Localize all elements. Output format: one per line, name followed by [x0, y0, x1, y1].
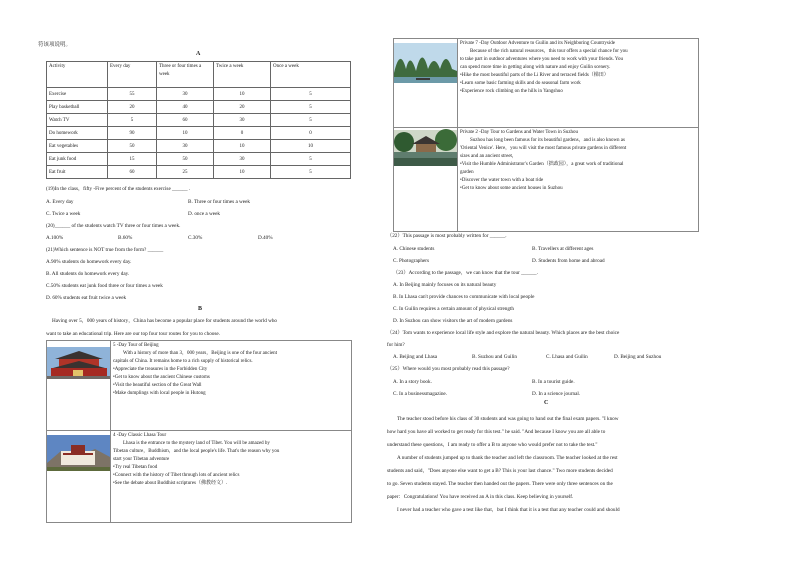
forbidden-city-photo	[47, 341, 111, 430]
percentage-cell: 10	[157, 127, 214, 140]
percentage-cell: 30	[157, 88, 214, 101]
percentage-cell: 30	[214, 153, 271, 166]
section-a-label: A	[196, 51, 201, 57]
tour-bullet: •Connect with the history of Tibet through lots of ancient relics	[113, 473, 240, 478]
percentage-cell: 0	[214, 127, 271, 140]
tour-card-suzhou	[393, 127, 699, 232]
table-header-cell: Twice a week	[214, 62, 271, 88]
activity-name-cell: Eat junk food	[47, 153, 108, 166]
tour-desc-line: Suzhou has long been famous for its beautiful gardens，and is also known as	[470, 138, 625, 143]
option-a: A. In Beijing mainly focuses on its natural beauty	[393, 282, 497, 288]
tour-bullet: •Get to know about the ancient Chinese customs	[113, 375, 210, 380]
percentage-cell: 10	[214, 88, 271, 101]
option-c: C. In a businessmagazine.	[393, 391, 448, 397]
percentage-cell: 60	[108, 166, 157, 179]
option-b: B. In Lhasa can't provide chances to communicate with local people	[393, 294, 535, 300]
table-header-cell: Activity	[47, 62, 108, 88]
table-row	[47, 166, 351, 179]
percentage-cell: 90	[108, 127, 157, 140]
table-row	[47, 114, 351, 127]
option-a: A. Every day	[46, 199, 74, 205]
tour-card-guilin	[393, 38, 699, 128]
question-stem: （23）According to the passage，we can know that the tour ______.	[393, 270, 538, 276]
percentage-cell: 25	[157, 166, 214, 179]
tour-card-lhasa	[46, 430, 352, 523]
option-d: D. 60% students eat fruit twice a week	[46, 295, 127, 301]
section-c-label: C	[544, 400, 549, 406]
option-a: A.100%	[46, 235, 64, 241]
passage-c-paragraph-2	[387, 452, 699, 504]
tour-bullet: •Learn some basic farming skills and do seasonal farm work	[460, 81, 581, 86]
option-d: D. In a science journal.	[532, 391, 581, 397]
passage-line: students and said，"Does anyone else want to get a B? This is your last chance." Two more students decided	[387, 468, 613, 474]
option-d: D.40%	[258, 235, 273, 241]
percentage-cell: 40	[157, 101, 214, 114]
question-stem: （24）Tom wants to experience local life style and explore the natural beauty. Which places are the best choice	[387, 330, 620, 336]
tour-bullet: •Visit the beautiful section of the Great Wall	[113, 383, 202, 388]
tour-desc-line: 'Oriental Venice'. Here，you will visit the most famous private gardens in different	[460, 146, 627, 151]
percentage-cell: 5	[271, 101, 351, 114]
tour-desc-line: can spend more time in getting along with nature and enjoy Guilin scenery.	[460, 65, 611, 70]
option-a: A. Chinese students	[393, 246, 435, 252]
percentage-cell: 5	[271, 166, 351, 179]
section-b-intro-line1: Having over 5，000 years of history，China has become a popular place for students around the world who	[52, 318, 278, 324]
option-c: C.30%	[188, 235, 203, 241]
option-c: C.50% students eat junk food three or four times a week	[46, 283, 163, 289]
activity-name-cell: Eat fruit	[47, 166, 108, 179]
tour-desc-line: sizes and an ancient street，	[460, 154, 517, 159]
tour-bullet: •Visit the Humble Administrator's Garden（拙政园），a great work of traditional	[460, 162, 624, 167]
tour-bullet: •Discover the water town with a boat ride	[460, 178, 544, 183]
percentage-cell: 15	[108, 153, 157, 166]
table-row	[47, 127, 351, 140]
table-header-cell: Once a week	[271, 62, 351, 88]
passage-line: The teacher stood before his class of 30 students and was going to hand out the final exam papers. "I know	[397, 416, 619, 422]
tour-bullet: •Experience rock climbing on the hills in Yangshuo	[460, 89, 563, 94]
tour-title: Private 7 -Day Outdoor Adventure to Guilin and its Neighboring Countryside	[460, 41, 615, 46]
option-c: C. In Guilin requires a certain amount of physical strength	[393, 306, 515, 312]
percentage-cell: 5	[108, 114, 157, 127]
option-b: B. All students do homework every day.	[46, 271, 130, 277]
tour-card-beijing	[46, 340, 352, 431]
percentage-cell: 5	[271, 88, 351, 101]
table-row	[47, 153, 351, 166]
tour-desc-line: to take part in outdoor adventures where you need to work with your friends. You	[460, 57, 624, 62]
tour-title: Private 2 -Day Tour to Gardens and Water Town in Suzhou	[460, 130, 579, 135]
tour-desc-line: Tibetan culture，Buddhism，and the local people's life. That's the reason why you	[113, 449, 280, 454]
percentage-cell: 30	[214, 114, 271, 127]
tour-desc-line: With a history of more than 3，000 years，Beijing is one of the four ancient	[123, 351, 278, 356]
option-d: D. In Suzhou can show visitors the art of modern gardens	[393, 318, 513, 324]
question-stem: for him?	[387, 342, 405, 348]
table-header-cell: Every day	[108, 62, 157, 88]
option-b: B.60%	[118, 235, 133, 241]
tour-bullet: •See the debate about Buddhist scriptures（佛教经文）.	[113, 481, 228, 486]
tour-bullet: •Hike the most beautiful parts of the Li River and terraced fields（梯田）	[460, 73, 609, 78]
option-b: B. Three or four times a week	[188, 199, 250, 205]
percentage-cell: 50	[108, 140, 157, 153]
tour-desc-line: Lhasa is the entrance to the mystery land of Tibet. You will be amazed by	[123, 441, 270, 446]
percentage-cell: 60	[157, 114, 214, 127]
table-header-cell: Three or four times a week	[157, 62, 214, 88]
tour-title: 4 -Day Classic Lhasa Tour	[113, 433, 167, 438]
percentage-cell: 10	[271, 140, 351, 153]
activity-survey-table	[46, 61, 351, 179]
option-a: A. Beijing and Lhasa	[393, 354, 438, 360]
tour-bullet: •Make dumplings with local people in Hutong	[113, 391, 206, 396]
suzhou-garden-photo	[394, 128, 458, 231]
passage-line: to go. Seven students stayed. The teacher then handed out the papers. There were only three sentences on the	[387, 481, 613, 487]
passage-line: A number of students jumped up to thank the teacher and left the classroom. The teacher looked at the rest	[397, 455, 618, 461]
passage-line: I never had a teacher who gave a test like that，but I think that it is a test that any teacher could and should	[397, 507, 620, 513]
question-stem: (19)In the class，fifty -Five percent of the students exercise ______ .	[46, 186, 191, 192]
passage-c-paragraph-1	[387, 413, 699, 452]
section-b-label: B	[198, 306, 203, 312]
option-b: B. In a tourist guide.	[532, 379, 575, 385]
percentage-cell: 55	[108, 88, 157, 101]
tour-bullet: •Try real Tibetan food	[113, 465, 158, 470]
table-row	[47, 101, 351, 114]
section-b-intro-line2: want to take an educational trip. Here are our top four tour routes for you to choose.	[46, 331, 221, 337]
activity-name-cell: Watch TV	[47, 114, 108, 127]
tour-desc-line: start your Tibetan adventure	[113, 457, 170, 462]
option-d: D. once a week	[188, 211, 220, 217]
option-b: B. Travellers at different ages	[532, 246, 594, 252]
option-a: A.90% students do homework every day.	[46, 259, 132, 265]
percentage-cell: 30	[157, 140, 214, 153]
tour-bullet: •Get to know about some ancient houses in Suzhou	[460, 186, 563, 191]
option-d: D. Beijing and Suzhou	[614, 354, 662, 360]
question-stem: （25）Where would you most probably read this passage?	[387, 366, 510, 372]
passage-line: how hard you have all worked to get ready for this test." he said. "And because I know you are all able to	[387, 429, 606, 435]
potala-palace-photo	[47, 431, 111, 522]
percentage-cell: 5	[271, 114, 351, 127]
percentage-cell: 10	[214, 166, 271, 179]
percentage-cell: 0	[271, 127, 351, 140]
tour-bullet: garden	[460, 170, 474, 175]
percentage-cell: 5	[271, 153, 351, 166]
activity-name-cell: Do homework	[47, 127, 108, 140]
activity-name-cell: Eat vegetables	[47, 140, 108, 153]
guilin-landscape-photo	[394, 39, 458, 127]
activity-name-cell: Play basketball	[47, 101, 108, 114]
percentage-cell: 20	[108, 101, 157, 114]
question-stem: （22）This passage is most probably written for ______.	[387, 233, 507, 239]
question-stem: (20)______ of the students watch TV three or four times a week.	[46, 223, 181, 229]
option-b: B. Suzhou and Guilin	[472, 354, 517, 360]
tour-bullet: •Appreciate the treasures in the Forbidden City	[113, 367, 208, 372]
table-row	[47, 140, 351, 153]
option-c: C. Twice a week	[46, 211, 81, 217]
percentage-cell: 50	[157, 153, 214, 166]
percentage-cell: 20	[214, 101, 271, 114]
table-header-row	[47, 62, 351, 88]
tour-title: 5 -Day Tour of Beijing	[113, 343, 159, 348]
passage-line: understand these questions，I am ready to offer a B to anyone who would prefer not to take the test."	[387, 442, 598, 448]
option-d: D. Students from home and abroad	[532, 258, 605, 264]
percentage-cell: 10	[214, 140, 271, 153]
table-row	[47, 88, 351, 101]
option-c: C. Lhasa and Guilin	[546, 354, 588, 360]
passage-c-paragraph-3	[387, 504, 699, 517]
tour-desc-line: capitals of China. It remains home to a rich supply of historical relics.	[113, 359, 253, 364]
option-a: A. In a story book.	[393, 379, 432, 385]
activity-name-cell: Exercise	[47, 88, 108, 101]
option-c: C. Photographers	[393, 258, 430, 264]
tour-desc-line: Because of the rich natural resources，this tour offers a special chance for you	[470, 49, 628, 54]
question-stem: (21)Which sentence is NOT true from the form? ______	[46, 247, 164, 253]
passage-line: paper：Congratulations! You have received an A in this class. Keep believing in yourself.	[387, 494, 574, 500]
header-note: 符该项说明。	[38, 42, 72, 48]
